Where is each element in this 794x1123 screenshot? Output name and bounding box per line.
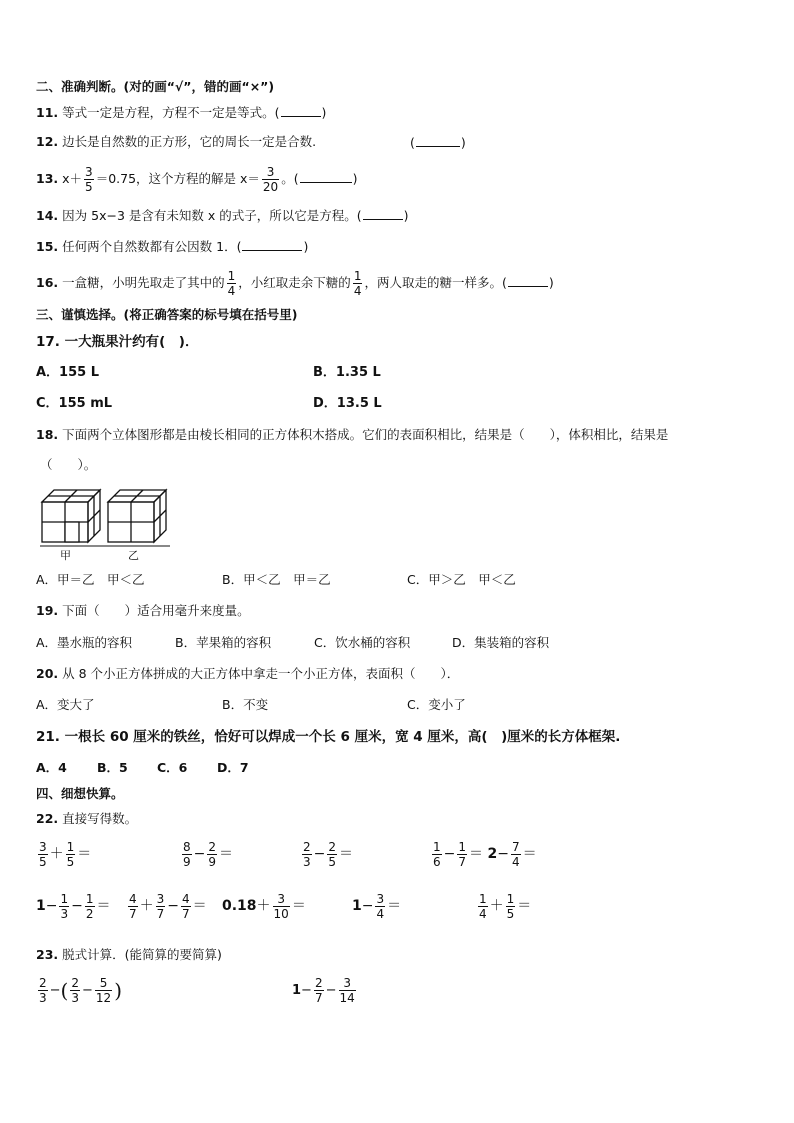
- q18-option-a[interactable]: A．甲＝乙 甲＜乙: [36, 572, 145, 587]
- q19-option-a[interactable]: A．墨水瓶的容积: [36, 635, 133, 650]
- calc-item-7: 0.18＋ $\frac{3}{10}$ ＝: [222, 891, 306, 921]
- q12-close: ): [460, 135, 466, 150]
- q12-number: 12.: [36, 134, 59, 149]
- q18-option-b[interactable]: B．甲＜乙 甲＝乙: [222, 572, 331, 587]
- question-16: [36, 266, 554, 300]
- q11-close: ): [321, 105, 327, 120]
- figure-jia: [42, 490, 100, 542]
- q16-number: 16.: [36, 275, 59, 290]
- fraction: $\frac{2}{9}$: [208, 839, 217, 869]
- q16-text-b: ，小红取走余下糖的: [238, 275, 351, 290]
- q15-number: 15.: [36, 239, 59, 254]
- q12-answer: [410, 134, 466, 151]
- q14-text: 因为 5x−3 是含有未知数 x 的式子，所以它是方程。(: [62, 208, 362, 223]
- fraction: $\frac{5}{12}$: [95, 976, 112, 1005]
- calc-item-6: $\frac{4}{7}$ ＋ $\frac{3}{7}$ − $\frac{4}{7}$ ＝: [129, 891, 207, 921]
- q17-option-a[interactable]: A．155 L: [36, 365, 100, 380]
- fraction: $\frac{2}{3}$: [39, 976, 47, 1005]
- q13-fraction-1: $\frac{3}{5}$: [85, 165, 93, 194]
- q12-open: (: [410, 135, 415, 150]
- q21-option-b[interactable]: B．5: [97, 760, 128, 775]
- question-11: [36, 104, 326, 121]
- question-13: [36, 162, 357, 196]
- fraction: $\frac{2}{7}$: [314, 976, 323, 1005]
- fraction: $\frac{3}{14}$: [339, 976, 355, 1005]
- q20-number: 20.: [36, 666, 59, 681]
- question-18: [36, 427, 668, 443]
- question-12: [36, 134, 316, 150]
- q13-number: 13.: [36, 171, 59, 186]
- calc-expression-1: $\frac{2}{3}$ −( $\frac{2}{3}$ − $\frac{5}{12}$ ): [39, 976, 122, 1005]
- fraction: $\frac{2}{5}$: [328, 839, 337, 869]
- q22-text: 直接写得数。: [62, 811, 138, 826]
- calc-item-9: $\frac{1}{4}$ ＋ $\frac{1}{5}$ ＝: [479, 891, 532, 921]
- figure-label-jia: 甲: [60, 549, 71, 562]
- q20-option-a[interactable]: A．变大了: [36, 697, 95, 712]
- q16-text-a: 一盒糖，小明先取走了其中的: [62, 275, 225, 290]
- q13-x: x＋: [62, 171, 83, 186]
- section-4-heading: 四、细想快算。: [36, 786, 124, 801]
- q12-answer-blank[interactable]: [416, 134, 460, 147]
- q17-option-b[interactable]: B．1.35 L: [313, 365, 381, 380]
- q17-option-c[interactable]: C．155 mL: [36, 396, 113, 411]
- q21-option-a[interactable]: A．4: [36, 760, 67, 775]
- question-21: [36, 729, 620, 745]
- fraction: $\frac{3}{4}$: [376, 891, 385, 921]
- fraction: $\frac{3}{7}$: [156, 891, 165, 921]
- fraction: $\frac{2}{3}$: [303, 839, 311, 869]
- calc-item-4: $\frac{1}{6}$ − $\frac{1}{7}$ ＝ 2− $\frac{7}{4}$ ＝: [433, 839, 537, 869]
- q23-text: 脱式计算．(能简算的要简算): [62, 947, 222, 962]
- q13-fraction-2: $\frac{3}{20}$: [262, 165, 279, 194]
- question-17: [36, 334, 198, 350]
- fraction: $\frac{3}{5}$: [39, 839, 47, 869]
- question-22: [36, 811, 137, 827]
- fraction: $\frac{4}{7}$: [182, 891, 190, 921]
- q20-option-c[interactable]: C．变小了: [407, 697, 466, 712]
- q11-answer-blank[interactable]: [281, 104, 321, 117]
- q18-cube-figures: [36, 482, 176, 562]
- q16-close: ): [548, 275, 554, 290]
- q16-answer-blank[interactable]: [508, 274, 548, 287]
- calc-item-2: $\frac{8}{9}$ − $\frac{2}{9}$ ＝: [183, 839, 234, 869]
- calc-item-8: 1− $\frac{3}{4}$ ＝: [352, 891, 402, 921]
- figure-yi: [108, 490, 166, 542]
- q13-end: 。(: [281, 171, 299, 186]
- section-2-heading: 二、准确判断。(对的画“√”，错的画“×”): [36, 79, 275, 94]
- fraction: $\frac{2}{3}$: [71, 976, 79, 1005]
- q18-option-c[interactable]: C．甲＞乙 甲＜乙: [407, 572, 516, 587]
- q19-option-d[interactable]: D．集装箱的容积: [452, 635, 550, 650]
- fraction: $\frac{1}{2}$: [85, 891, 94, 921]
- fraction: $\frac{1}{7}$: [458, 839, 467, 869]
- q14-number: 14.: [36, 208, 59, 223]
- fraction: $\frac{1}{4}$: [479, 891, 487, 921]
- q23-number: 23.: [36, 947, 59, 962]
- q20-option-b[interactable]: B．不变: [222, 697, 269, 712]
- q14-close: ): [403, 208, 409, 223]
- q15-answer-blank[interactable]: [242, 238, 302, 251]
- fraction: $\frac{3}{10}$: [273, 891, 289, 921]
- q19-option-b[interactable]: B．苹果箱的容积: [175, 635, 272, 650]
- q19-text: 下面（ ）适合用毫升来度量。: [62, 603, 250, 618]
- calc-expression-2: 1− $\frac{2}{7}$ − $\frac{3}{14}$: [292, 976, 355, 1005]
- q16-fraction-2: $\frac{1}{4}$: [353, 269, 362, 298]
- q21-option-d[interactable]: D．7: [217, 760, 249, 775]
- q18-text-line1: 下面两个立体图形都是由棱长相同的正方体积木搭成。它们的表面积相比，结果是（ ），体积相比，结果是: [62, 427, 669, 442]
- q21-option-c[interactable]: C．6: [157, 760, 188, 775]
- q21-number: 21.: [36, 729, 60, 745]
- question-15: [36, 238, 308, 255]
- calc-item-1: $\frac{3}{5}$ ＋ $\frac{1}{5}$ ＝: [39, 839, 92, 869]
- q15-close: ): [303, 239, 309, 254]
- question-19: [36, 603, 250, 619]
- fraction: $\frac{4}{7}$: [129, 891, 137, 921]
- calc-item-3: $\frac{2}{3}$ − $\frac{2}{5}$ ＝: [303, 839, 354, 869]
- q18-text-line2: （ ）。: [40, 457, 97, 472]
- fraction: $\frac{1}{5}$: [506, 891, 515, 921]
- fraction: $\frac{1}{6}$: [433, 839, 441, 869]
- q11-number: 11.: [36, 105, 59, 120]
- question-23: [36, 947, 222, 963]
- q13-mid: ＝0.75，这个方程的解是 x＝: [95, 171, 260, 186]
- q17-number: 17.: [36, 334, 60, 350]
- fraction: $\frac{7}{4}$: [511, 839, 520, 869]
- q17-text: 一大瓶果汁约有( )．: [64, 334, 199, 350]
- q18-number: 18.: [36, 427, 59, 442]
- calc-item-5: 1− $\frac{1}{3}$ − $\frac{1}{2}$ ＝: [36, 891, 111, 921]
- q21-text: 一根长 60 厘米的铁丝，恰好可以焊成一个长 6 厘米，宽 4 厘米，高( )厘米的长方体框架.: [64, 729, 621, 745]
- q19-number: 19.: [36, 603, 59, 618]
- q16-text-c: ，两人取走的糖一样多。(: [364, 275, 507, 290]
- section-3-heading: 三、谨慎选择。(将正确答案的标号填在括号里): [36, 307, 298, 322]
- q12-text: 边长是自然数的正方形，它的周长一定是合数.: [62, 134, 317, 149]
- fraction: $\frac{1}{3}$: [60, 891, 69, 921]
- figure-label-yi: 乙: [128, 549, 139, 562]
- question-14: [36, 207, 408, 224]
- q13-answer-blank[interactable]: [300, 170, 352, 183]
- q13-close: ): [352, 171, 358, 186]
- q20-text: 从 8 个小正方体拼成的大正方体中拿走一个小正方体，表面积（ ）．: [62, 666, 460, 681]
- q22-number: 22.: [36, 811, 59, 826]
- fraction: $\frac{8}{9}$: [183, 839, 191, 869]
- fraction: $\frac{1}{5}$: [66, 839, 75, 869]
- q14-answer-blank[interactable]: [363, 207, 403, 220]
- q16-fraction-1: $\frac{1}{4}$: [227, 269, 236, 298]
- q19-option-c[interactable]: C．饮水桶的容积: [314, 635, 411, 650]
- q11-text: 等式一定是方程，方程不一定是等式。(: [62, 105, 280, 120]
- question-20: [36, 666, 459, 682]
- q17-option-d[interactable]: D．13.5 L: [313, 396, 382, 411]
- q15-text: 任何两个自然数都有公因数 1．(: [62, 239, 242, 254]
